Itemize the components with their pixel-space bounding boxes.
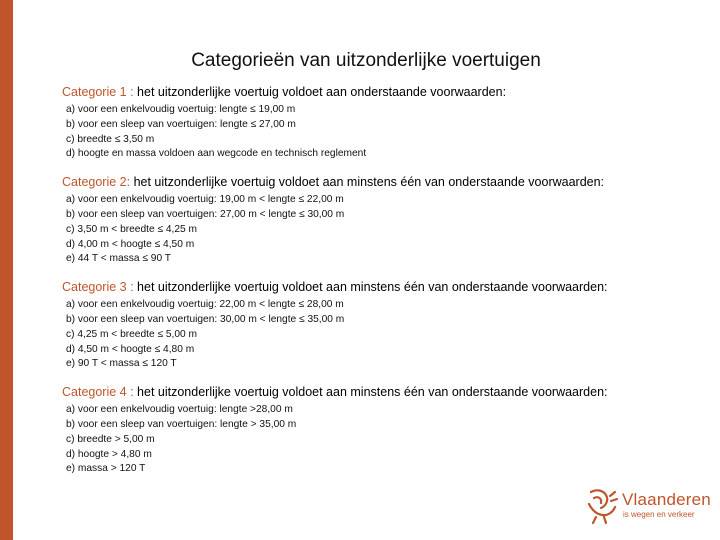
category-4 [62, 384, 702, 477]
condition-item: c) 4,25 m < breedte ≤ 5,00 m [66, 328, 198, 340]
category-text: het uitzonderlijke voertuig voldoet aan minstens één van onderstaande voorwaarden: [133, 385, 608, 400]
category-label: Categorie 4 : [62, 385, 134, 400]
categories-content [62, 84, 702, 489]
category-1 [62, 84, 702, 162]
condition-item: a) voor een enkelvoudig voertuig: 19,00 m < lengte ≤ 22,00 m [66, 194, 344, 206]
category-text: het uitzonderlijke voertuig voldoet aan minstens één van onderstaande voorwaarden: [133, 280, 608, 295]
condition-list [66, 193, 702, 267]
condition-item: b) voor een sleep van voertuigen: 27,00 m < lengte ≤ 30,00 m [66, 208, 345, 220]
vlaanderen-logo [582, 484, 710, 526]
condition-list [66, 403, 702, 477]
category-heading [62, 174, 702, 191]
slide-title: Categorieën van uitzonderlijke voertuigen [191, 50, 541, 71]
condition-item: a) voor een enkelvoudig voertuig: 22,00 m < lengte ≤ 28,00 m [66, 299, 344, 311]
condition-list [66, 103, 702, 162]
category-3 [62, 279, 702, 372]
condition-item: d) hoogte > 4,80 m [66, 448, 152, 460]
logo-tagline: is wegen en verkeer [623, 510, 695, 519]
category-2 [62, 174, 702, 267]
condition-item: e) 90 T < massa ≤ 120 T [66, 358, 177, 370]
condition-item: b) voor een sleep van voertuigen: 30,00 m < lengte ≤ 35,00 m [66, 313, 345, 325]
category-text: het uitzonderlijke voertuig voldoet aan minstens één van onderstaande voorwaarden: [130, 175, 605, 190]
category-heading [62, 384, 702, 401]
condition-item: e) massa > 120 T [66, 463, 146, 475]
condition-item: d) 4,00 m < hoogte ≤ 4,50 m [66, 238, 195, 250]
condition-item: a) voor een enkelvoudig voertuig: lengte ≤ 19,00 m [66, 104, 296, 115]
accent-sidebar [0, 0, 13, 540]
condition-item: c) breedte ≤ 3,50 m [66, 133, 155, 145]
logo-name: Vlaanderen [622, 490, 711, 509]
condition-list [66, 298, 702, 372]
condition-item: c) breedte > 5,00 m [66, 433, 155, 445]
category-heading [62, 279, 702, 296]
category-label: Categorie 2: [62, 175, 131, 190]
condition-item: e) 44 T < massa ≤ 90 T [66, 253, 171, 265]
category-label: Categorie 1 : [62, 85, 134, 99]
condition-item: c) 3,50 m < breedte ≤ 4,25 m [66, 223, 198, 235]
condition-item: b) voor een sleep van voertuigen: lengte ≤ 27,00 m [66, 118, 296, 130]
category-label: Categorie 3 : [62, 280, 134, 295]
condition-item: b) voor een sleep van voertuigen: lengte > 35,00 m [66, 418, 297, 430]
condition-item: d) hoogte en massa voldoen aan wegcode en technisch reglement [66, 148, 367, 160]
flemish-lion-icon [582, 484, 620, 526]
category-heading [62, 84, 702, 101]
condition-item: d) 4,50 m < hoogte ≤ 4,80 m [66, 343, 195, 355]
category-text: het uitzonderlijke voertuig voldoet aan onderstaande voorwaarden: [133, 85, 507, 99]
condition-item: a) voor een enkelvoudig voertuig: lengte >28,00 m [66, 404, 293, 416]
